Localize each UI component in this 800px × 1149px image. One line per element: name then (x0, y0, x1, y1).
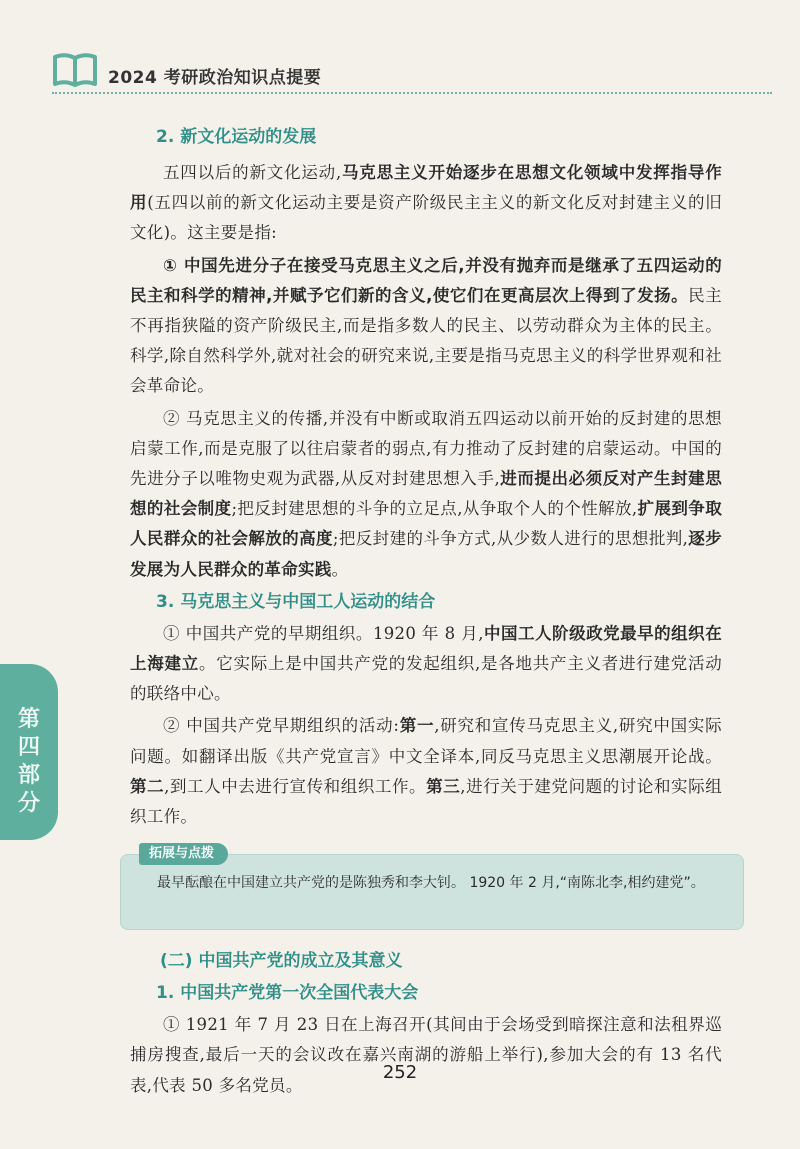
section-heading-marxism-labor: 3. 马克思主义与中国工人运动的结合 (156, 591, 436, 612)
side-tab-label: 第四部分 (17, 707, 40, 816)
paragraph-early-organization: ① 中国共产党的早期组织。1920 年 8 月,中国工人阶级政党最早的组织在上海建立。它实际上是中国共产党的发起组织,是各地共产主义者进行建党活动的联络中心。 (130, 623, 723, 704)
paragraph-point-2: ② 马克思主义的传播,并没有中断或取消五四运动以前开始的反封建的思想启蒙工作,而是克服了以往启蒙者的弱点,有力推动了反封建的启蒙运动。中国的先进分子以唯物史观为武器,从反对封建思想入手,进而提出必须反对产生封建思想的社会制度;把反封建思想的斗争的立足点,从争取个人的个性解放,扩展到争取人民群众的社会解放的高度;把反封建的斗争方式,从少数人进行的思想批判,逐步发展为人民群众的革命实践。 (130, 408, 723, 579)
sub-heading-first-congress: 1. 中国共产党第一次全国代表大会 (156, 983, 419, 1004)
main-content (130, 122, 722, 1101)
extension-callout-box (120, 846, 744, 930)
callout-text: 最早酝酿在中国建立共产党的是陈独秀和李大钊。 1920 年 2 月,“南陈北李,相约建党”。 (157, 875, 705, 892)
part-side-tab (0, 664, 58, 840)
header-divider (52, 92, 772, 94)
callout-tag: 拓展与点拨 (139, 843, 228, 865)
paragraph-early-activities: ② 中国共产党早期组织的活动:第一,研究和宣传马克思主义,研究中国实际问题。如翻译出版《共产党宣言》中文全译本,同反马克思主义思潮展开论战。第二,到工人中去进行宣传和组织工作。第三,进行关于建党问题的讨论和实际组织工作。 (130, 716, 722, 827)
section-heading-new-culture: 2. 新文化运动的发展 (156, 127, 317, 147)
header-title: 2024 考研政治知识点提要 (108, 68, 322, 88)
page-number: 252 (382, 1062, 418, 1083)
open-book-icon (52, 52, 98, 88)
page-header (52, 50, 772, 94)
paragraph-point-1: ① 中国先进分子在接受马克思主义之后,并没有抛弃而是继承了五四运动的民主和科学的精神,并赋予它们新的含义,使它们在更高层次上得到了发扬。民主不再指狭隘的资产阶级民主,而是指多数人的民主、以劳动群众为主体的民主。科学,除自然科学外,就对社会的研究来说,主要是指马克思主义的科学世界观和社会革命论。 (130, 255, 722, 396)
paragraph-first-congress: ① 1921 年 7 月 23 日在上海召开(其间由于会场受到暗探注意和法租界巡捕房搜查,最后一天的会议改在嘉兴南湖的游船上举行),参加大会的有 13 名代表,代表 50 多名党员。 (130, 1015, 722, 1095)
paragraph-intro: 五四以后的新文化运动,马克思主义开始逐步在思想文化领域中发挥指导作用(五四以前的新文化运动主要是资产阶级民主主义的新文化反对封建主义的旧文化)。这主要是指: (130, 163, 722, 243)
part-heading-founding: (二) 中国共产党的成立及其意义 (160, 951, 403, 972)
